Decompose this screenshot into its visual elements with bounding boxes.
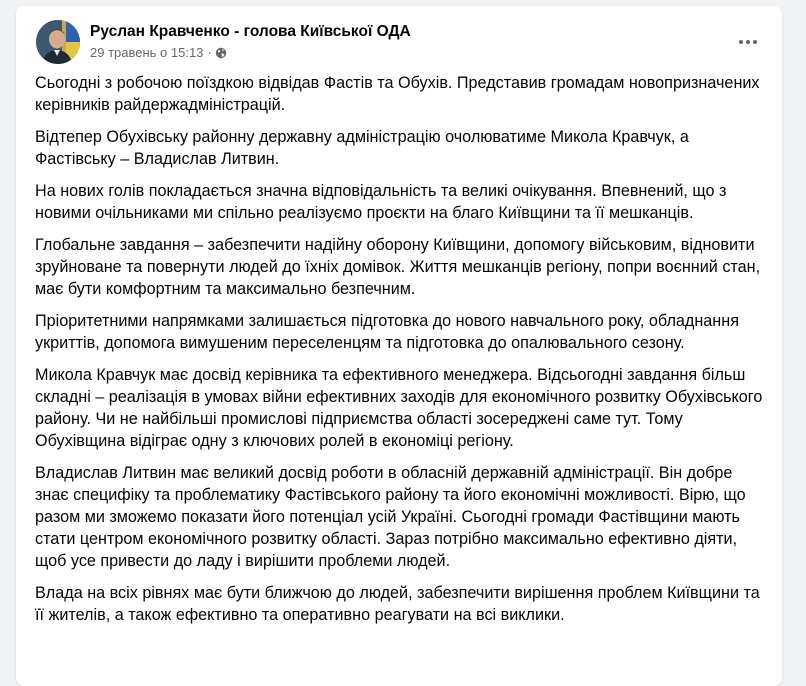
more-dot bbox=[753, 40, 757, 44]
post-paragraph: Сьогодні з робочою поїздкою відвідав Фастів та Обухів. Представив громадам новопризначених керівників райдержадміністрацій. bbox=[35, 74, 760, 114]
post-timestamp[interactable]: 29 травень о 15:13 bbox=[90, 45, 204, 60]
post-paragraph: Влада на всіх рівнях має бути ближчою до людей, забезпечити вирішення проблем Київщини та її жителів, а також ефективно та оперативно реагувати на всі виклики. bbox=[35, 584, 760, 624]
avatar[interactable] bbox=[36, 20, 80, 64]
post-paragraph: Микола Кравчук має досвід керівника та ефективного менеджера. Відсьогодні завдання більш складні – реалізація в умовах війни ефективних заходів для економічного розвитку Обухівського району. Чи не найбільші промислові підприємства області зосереджені саме тут. Тому Обухівщина відіграє одну з ключових ролей в економіці регіону. bbox=[35, 366, 763, 450]
more-horizontal-icon bbox=[739, 40, 743, 44]
avatar-image bbox=[36, 20, 80, 64]
post-header bbox=[36, 20, 766, 64]
post-card bbox=[16, 6, 782, 686]
more-dot bbox=[746, 40, 750, 44]
author-name[interactable]: Руслан Кравченко - голова Київської ОДА bbox=[90, 23, 411, 40]
post-paragraph: Глобальне завдання – забезпечити надійну оборону Київщини, допомогу військовим, відновити зруйноване та повернути людей до їхніх домівок. Життя мешканців регіону, попри воєнний стан, має бути комфортним та максимально безпечним. bbox=[35, 236, 761, 298]
post-meta bbox=[90, 45, 227, 60]
meta-separator: · bbox=[207, 45, 212, 60]
more-options-button[interactable] bbox=[730, 24, 766, 60]
post-paragraph: Пріоритетними напрямками залишається підготовка до нового навчального року, обладнання укриттів, допомога вимушеним переселенцям та підготовка до опалювального сезону. bbox=[35, 312, 739, 352]
post-paragraph: Владислав Литвин має великий досвід роботи в обласній державній адміністрації. Він добре знає специфіку та проблематику Фастівського району та його економічні можливості. Вірю, що разом ми зможемо показати його потенціал усій Україні. Сьогодні громади Фастівщини мають стати центром економічного розвитку області. Зараз потрібно максимально ефективно діяти, щоб усе привести до ладу і вирішити проблеми людей. bbox=[35, 464, 746, 570]
post-paragraph: На нових голів покладається значна відповідальність та великі очікування. Впевнений, що з новими очільниками ми спільно реалізуємо проєкти на благо Київщини та її мешканців. bbox=[35, 182, 727, 222]
post-body bbox=[35, 72, 765, 636]
post-paragraph: Відтепер Обухівську районну державну адміністрацію очолюватиме Микола Кравчук, а Фастівську – Владислав Литвин. bbox=[35, 128, 689, 168]
globe-icon[interactable] bbox=[215, 47, 227, 59]
